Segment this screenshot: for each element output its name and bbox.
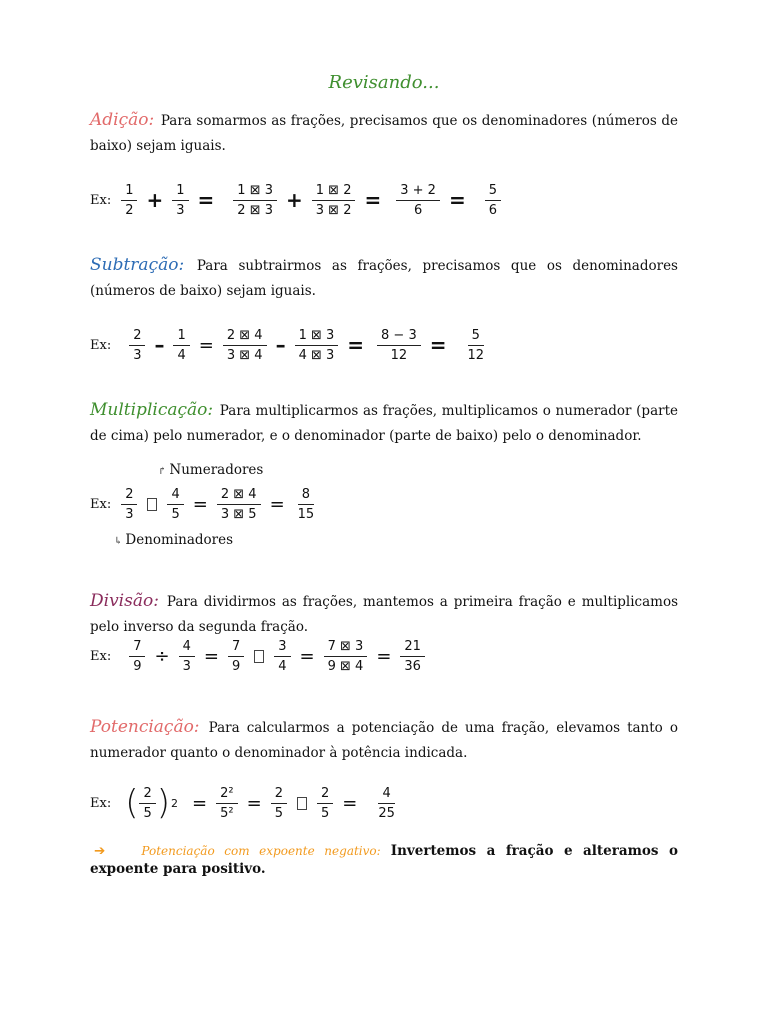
denominator: 36 (404, 658, 421, 674)
fraction (223, 327, 267, 364)
numerator: 2 ⊠ 4 (223, 327, 267, 346)
adicao-example (90, 175, 505, 225)
numerator: 2 (317, 785, 333, 804)
equals-sign: = (448, 188, 466, 212)
negativo-text: Invertemos a fração e alteramos o expoente para positivo. (90, 843, 678, 877)
numerator: 2 (121, 486, 137, 505)
numerator: 21 (400, 638, 425, 657)
subtracao-example (90, 320, 492, 370)
numerator: 5 (485, 182, 501, 201)
fraction (121, 486, 137, 523)
denominator: 3 (133, 347, 142, 363)
denominator: 3 ⊠ 5 (220, 506, 257, 522)
plus-operator: + (146, 188, 164, 212)
missing-glyph-icon (297, 797, 307, 810)
numerator: 1 ⊠ 3 (233, 182, 277, 201)
fraction (396, 182, 440, 219)
denominator: 9 (133, 658, 142, 674)
denominator: 5 (320, 805, 330, 821)
subtracao-text: Para subtrairmos as frações, precisamos que os denominadores (números de baixo) sejam iguais. (90, 258, 678, 299)
denominator: 15 (297, 506, 315, 522)
numerator: 8 (298, 486, 314, 505)
denominator: 9 ⊠ 4 (327, 658, 364, 674)
potenciacao-heading: Potenciação: (90, 717, 200, 737)
adicao-text: Para somarmos as frações, precisamos que os denominadores (números de baixo) sejam iguais. (90, 113, 678, 154)
numerator: 1 ⊠ 2 (312, 182, 356, 201)
minus-operator: – (154, 333, 165, 357)
arrow-right-icon: ➔ (94, 843, 106, 859)
fraction (271, 785, 287, 822)
multiplicacao-paragraph (90, 398, 678, 449)
potenciacao-text: Para calcularmos a potenciação de uma fração, elevamos tanto o numerador quanto o denominador à potência indicada. (90, 720, 678, 761)
denominator: 12 (467, 347, 485, 363)
denominator: 3 ⊠ 4 (226, 347, 263, 363)
fraction (228, 638, 244, 675)
numerator: 5 (468, 327, 484, 346)
denominator: 3 ⊠ 2 (315, 202, 352, 218)
numerator: 4 (167, 486, 183, 505)
left-parenthesis: ( (125, 783, 139, 823)
denominator: 3 (182, 658, 191, 674)
adicao-paragraph (90, 108, 678, 159)
denominator: 3 (125, 506, 134, 522)
numerator: 2 (129, 327, 145, 346)
numerator: 3 + 2 (396, 182, 440, 201)
equals-sign: = (246, 792, 262, 814)
multiplicacao-text: Para multiplicarmos as frações, multiplicamos o numerador (parte de cima) pelo numerador, e o denominador (parte de baixo) pelo o denominador. (90, 403, 678, 444)
denominator: 5 (274, 805, 283, 821)
numerator: 2 (271, 785, 287, 804)
denominator: 25 (378, 805, 395, 821)
denominadores-note (114, 532, 233, 548)
denominadores-label: Denominadores (125, 532, 234, 548)
equals-sign: = (198, 334, 214, 356)
equals-sign: = (192, 493, 208, 515)
example-label: Ex: (90, 648, 112, 664)
subtracao-heading: Subtração: (90, 255, 185, 275)
equals-sign: = (299, 645, 315, 667)
denominator: 6 (488, 202, 497, 218)
divisao-text: Para dividirmos as frações, mantemos a primeira fração e multiplicamos pelo inverso da segunda fração. (90, 594, 679, 635)
fraction (216, 785, 237, 822)
denominator: 2 ⊠ 3 (237, 202, 273, 218)
fraction (233, 182, 277, 219)
subtracao-paragraph (90, 253, 678, 304)
adicao-heading: Adição: (90, 110, 155, 130)
arrow-up-right-icon: ↱ (158, 466, 167, 477)
example-label: Ex: (90, 496, 112, 512)
fraction (400, 638, 425, 675)
numerator: 3 (274, 638, 290, 657)
numerator: 7 (129, 638, 145, 657)
equals-sign: = (342, 792, 358, 814)
denominator: 4 (177, 347, 186, 363)
example-label: Ex: (90, 795, 112, 811)
fraction (274, 638, 290, 675)
numerator: 4 (378, 785, 394, 804)
numerator: 1 ⊠ 3 (295, 327, 339, 346)
potenciacao-example (90, 778, 403, 828)
multiplicacao-heading: Multiplicação: (90, 400, 214, 420)
fraction (485, 182, 501, 219)
minus-operator: – (275, 333, 286, 357)
fraction (324, 638, 368, 675)
negativo-heading: Potenciação com expoente negativo: (141, 844, 381, 858)
denominator: 5² (220, 805, 234, 821)
missing-glyph-icon (254, 650, 264, 663)
fraction (374, 785, 399, 822)
numerator: 1 (172, 182, 188, 201)
fraction (139, 785, 155, 822)
missing-glyph-icon (147, 498, 157, 511)
fraction (312, 182, 356, 219)
numerator: 2 (139, 785, 155, 804)
fraction (179, 638, 195, 675)
denominator: 12 (390, 347, 408, 363)
numerator: 7 ⊠ 3 (324, 638, 368, 657)
denominator: 2 (125, 202, 134, 218)
fraction (464, 327, 489, 364)
denominator: 5 (171, 506, 180, 522)
numerator: 1 (121, 182, 137, 201)
divisao-heading: Divisão: (90, 591, 159, 611)
equals-sign: = (192, 792, 208, 814)
fraction (377, 327, 421, 364)
equals-sign: = (203, 645, 219, 667)
page-title: Revisando... (328, 72, 440, 93)
numerator: 7 (228, 638, 244, 657)
fraction (217, 486, 261, 523)
denominator: 4 ⊠ 3 (298, 347, 335, 363)
equals-sign: = (376, 645, 392, 667)
fraction (173, 327, 189, 364)
negativo-paragraph (90, 842, 678, 878)
numerator: 4 (179, 638, 195, 657)
potenciacao-paragraph (90, 715, 678, 766)
denominator: 6 (413, 202, 423, 218)
fraction (167, 486, 183, 523)
fraction (121, 182, 137, 219)
denominator: 3 (176, 202, 185, 218)
equals-sign: = (364, 188, 382, 212)
numerator: 8 − 3 (377, 327, 421, 346)
equals-sign: = (429, 333, 447, 357)
numeradores-label: Numeradores (169, 462, 264, 478)
denominator: 9 (231, 658, 241, 674)
denominator: 5 (143, 805, 152, 821)
equals-sign: = (347, 333, 365, 357)
numerator: 2² (216, 785, 237, 804)
fraction (294, 486, 319, 523)
equals-sign: = (197, 188, 215, 212)
multiplicacao-example (90, 479, 322, 529)
numerator: 2 ⊠ 4 (217, 486, 261, 505)
exponent: 2 (171, 796, 179, 810)
equals-sign: = (269, 493, 285, 515)
right-parenthesis: ) (156, 783, 171, 823)
example-label: Ex: (90, 337, 112, 353)
divide-operator: ÷ (154, 645, 170, 667)
fraction (317, 785, 333, 822)
fraction (172, 182, 188, 219)
example-label: Ex: (90, 192, 112, 208)
fraction (129, 327, 145, 364)
plus-operator: + (286, 188, 303, 212)
arrow-down-right-icon: ↳ (114, 536, 123, 547)
numerator: 1 (173, 327, 189, 346)
denominator: 4 (278, 658, 287, 674)
fraction (129, 638, 145, 675)
fraction (295, 327, 339, 364)
numeradores-note (158, 462, 263, 478)
divisao-example (90, 631, 429, 681)
